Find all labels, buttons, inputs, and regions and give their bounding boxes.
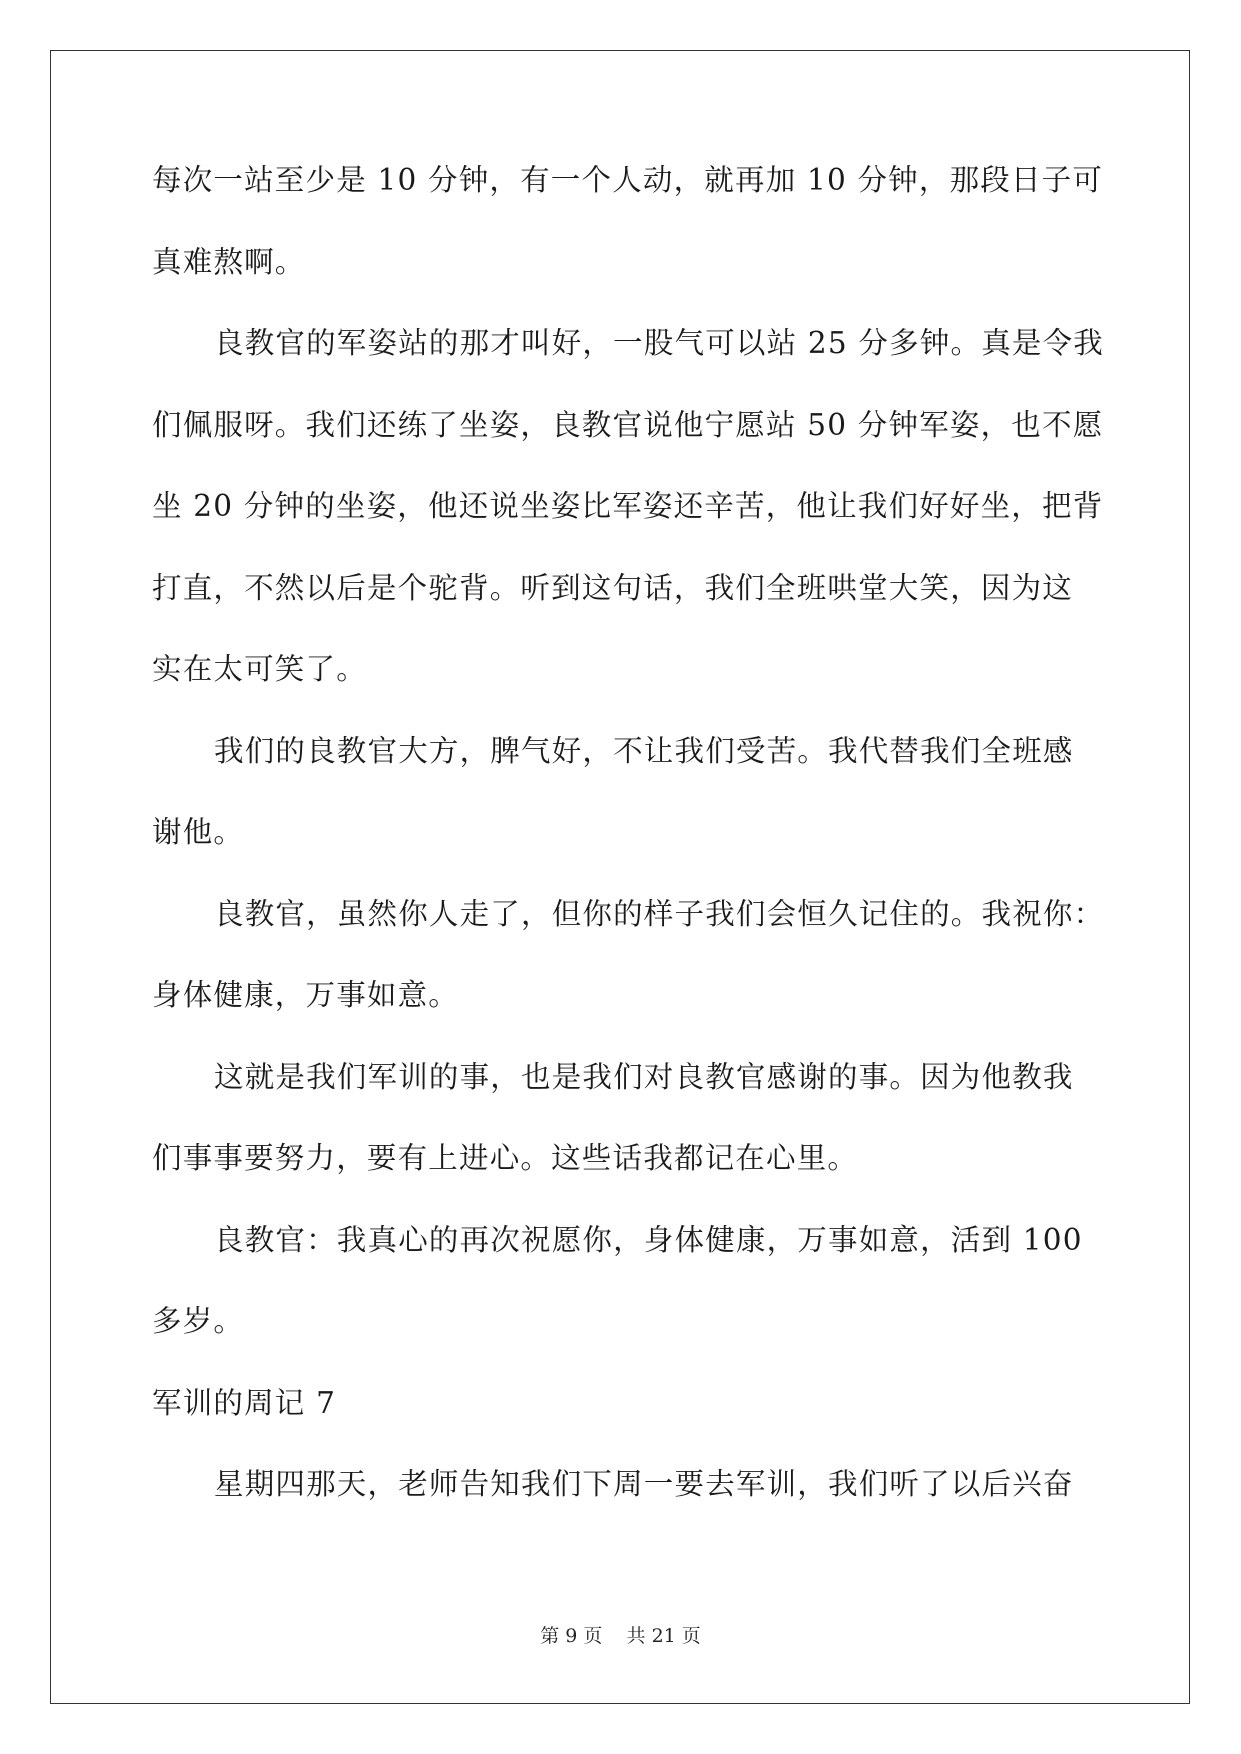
text-line: 实在太可笑了。 [152, 652, 367, 686]
document-body [152, 160, 1105, 1546]
page-footer [0, 1621, 1241, 1648]
section-heading: 军训的周记 7 [152, 1385, 337, 1420]
text-line: 每次一站至少是 10 分钟，有一个人动，就再加 10 分钟，那段日子可 [152, 163, 1104, 197]
text-line: 身体健康，万事如意。 [152, 978, 460, 1012]
text-line: 坐 20 分钟的坐姿，他还说坐姿比军姿还辛苦，他让我们好好坐，把背 [152, 489, 1104, 523]
text-line: 我们的良教官大方，脾气好，不让我们受苦。我代替我们全班感 [214, 733, 1074, 768]
page-number: 第 9 页 共 21 页 [540, 1625, 701, 1647]
text-line: 良教官的军姿站的那才叫好，一股气可以站 25 分多钟。真是令我 [214, 326, 1104, 360]
text-line: 谢他。 [152, 815, 245, 849]
text-line: 们事事要努力，要有上进心。这些话我都记在心里。 [152, 1141, 859, 1175]
text-line: 们佩服呀。我们还练了坐姿，良教官说他宁愿站 50 分钟军姿，也不愿 [152, 407, 1104, 442]
text-line: 多岁。 [152, 1304, 245, 1338]
text-line: 真难熬啊。 [152, 244, 306, 279]
text-line: 良教官：我真心的再次祝愿你，身体健康，万事如意，活到 100 [214, 1222, 1083, 1257]
text-line: 星期四那天，老师告知我们下周一要去军训，我们听了以后兴奋 [214, 1467, 1074, 1501]
text-line: 打直，不然以后是个驼背。听到这句话，我们全班哄堂大笑，因为这 [152, 570, 1074, 605]
text-line: 良教官，虽然你人走了，但你的样子我们会恒久记住的。我祝你： [214, 896, 1105, 931]
text-line: 这就是我们军训的事，也是我们对良教官感谢的事。因为他教我 [214, 1059, 1074, 1094]
